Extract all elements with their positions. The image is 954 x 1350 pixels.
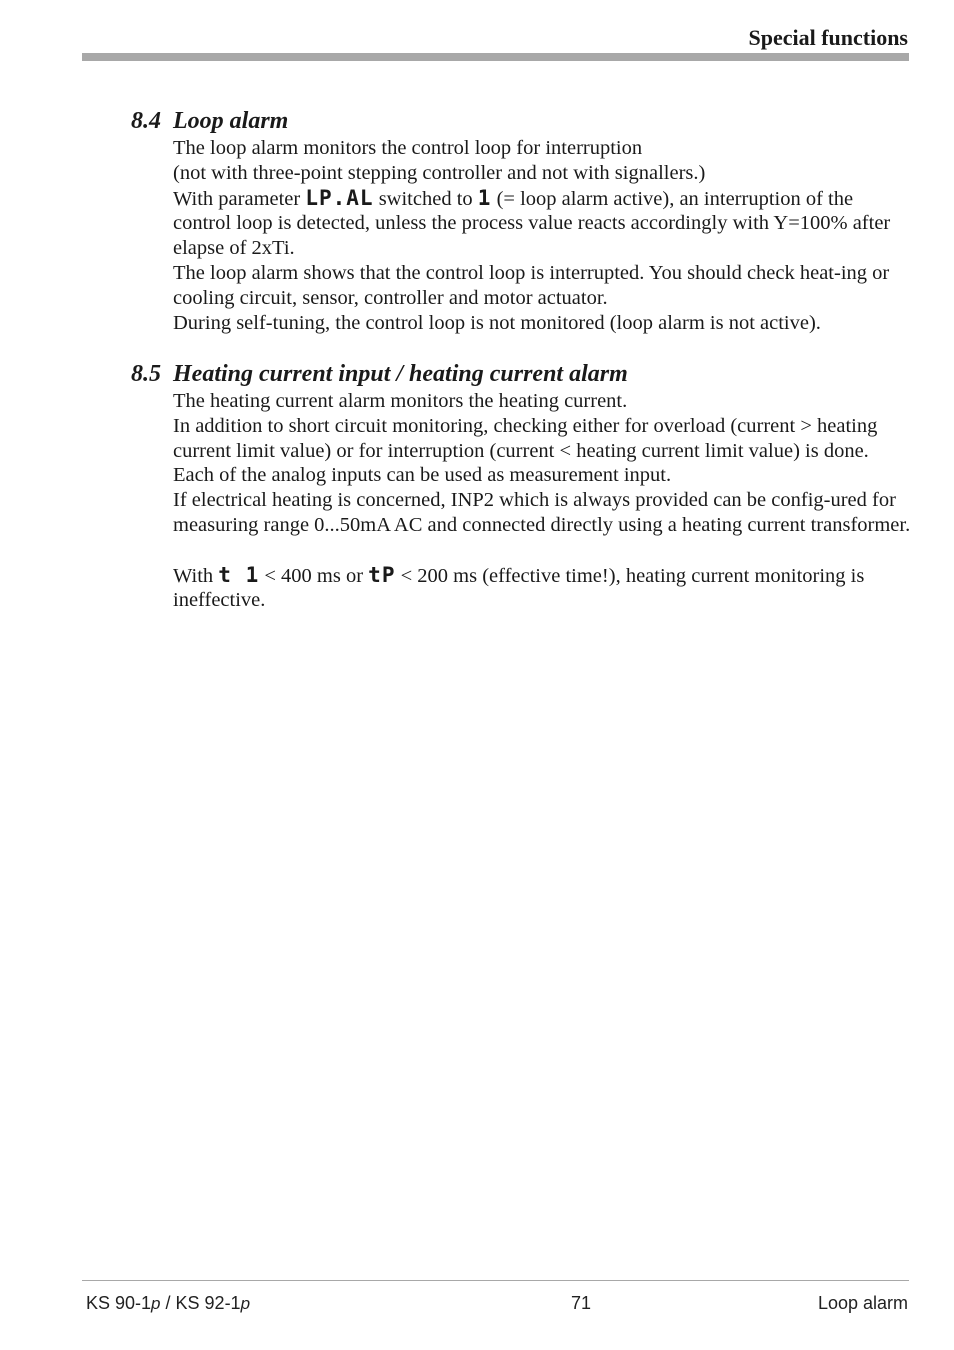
model-separator: / [160,1293,176,1313]
footer-rule [82,1280,909,1281]
section-number: 8.5 [131,361,161,387]
section-body [173,136,911,335]
page-number: 71 [571,1293,592,1313]
text-line: (not with three-point stepping controller and not with signallers.) [173,161,706,184]
section-title: Loop alarm [173,108,289,134]
text-run: switched to [373,187,478,210]
model-name: KS 90-1 [86,1293,152,1313]
section-number: 8.4 [131,108,161,134]
display-parameter: LP.AL [305,185,374,210]
text-run: < 400 ms or [259,564,369,587]
model-suffix: p [151,1294,161,1313]
display-parameter: t 1 [218,562,260,587]
header-rule [82,53,909,61]
paragraph [173,136,911,186]
paragraph: The loop alarm shows that the control loop is interrupted. You should check heat-ing or cooling circuit, sensor, controller and motor actuator. [173,261,890,309]
section-heading [131,359,911,389]
text-run: (= loop alarm active), an interruption of the control loop is detected, unless the process value reacts accordingly with Y=100% after elapse of 2xTi. [173,187,891,260]
paragraph: Each of the analog inputs can be used as measurement input. [173,464,672,487]
section-heating-current [131,359,911,613]
display-parameter: tP [368,562,396,587]
spacer [173,538,911,563]
paragraph: The heating current alarm monitors the heating current. [173,390,628,412]
text-run: With [173,564,219,587]
footer-model [86,1292,250,1315]
header-title: Special functions [748,25,908,50]
section-title: Heating current input / heating current alarm [173,361,628,387]
text-run: With parameter [173,187,306,210]
paragraph [173,563,911,614]
model-name: KS 92-1 [175,1293,241,1313]
paragraph [173,186,911,261]
section-body [173,389,911,613]
footer-section-name: Loop alarm [817,1293,908,1313]
text-line: The loop alarm monitors the control loop for interruption [173,137,643,159]
model-suffix: p [240,1294,251,1313]
section-loop-alarm [131,106,911,335]
paragraph: If electrical heating is concerned, INP2 which is always provided can be config-ured for measuring range 0...50mA AC and connected directly using a heating current transformer. [173,489,911,536]
text-run: < 200 ms (effective time!), heating current monitoring is ineffective. [173,564,865,612]
section-heading [131,106,911,136]
paragraph: During self-tuning, the control loop is not monitored (loop alarm is not active). [173,311,821,334]
paragraph: In addition to short circuit monitoring, checking either for overload (current > heating current limit value) or for interruption (current < heating current limit value) is done. [173,414,878,462]
display-value: 1 [477,185,492,210]
